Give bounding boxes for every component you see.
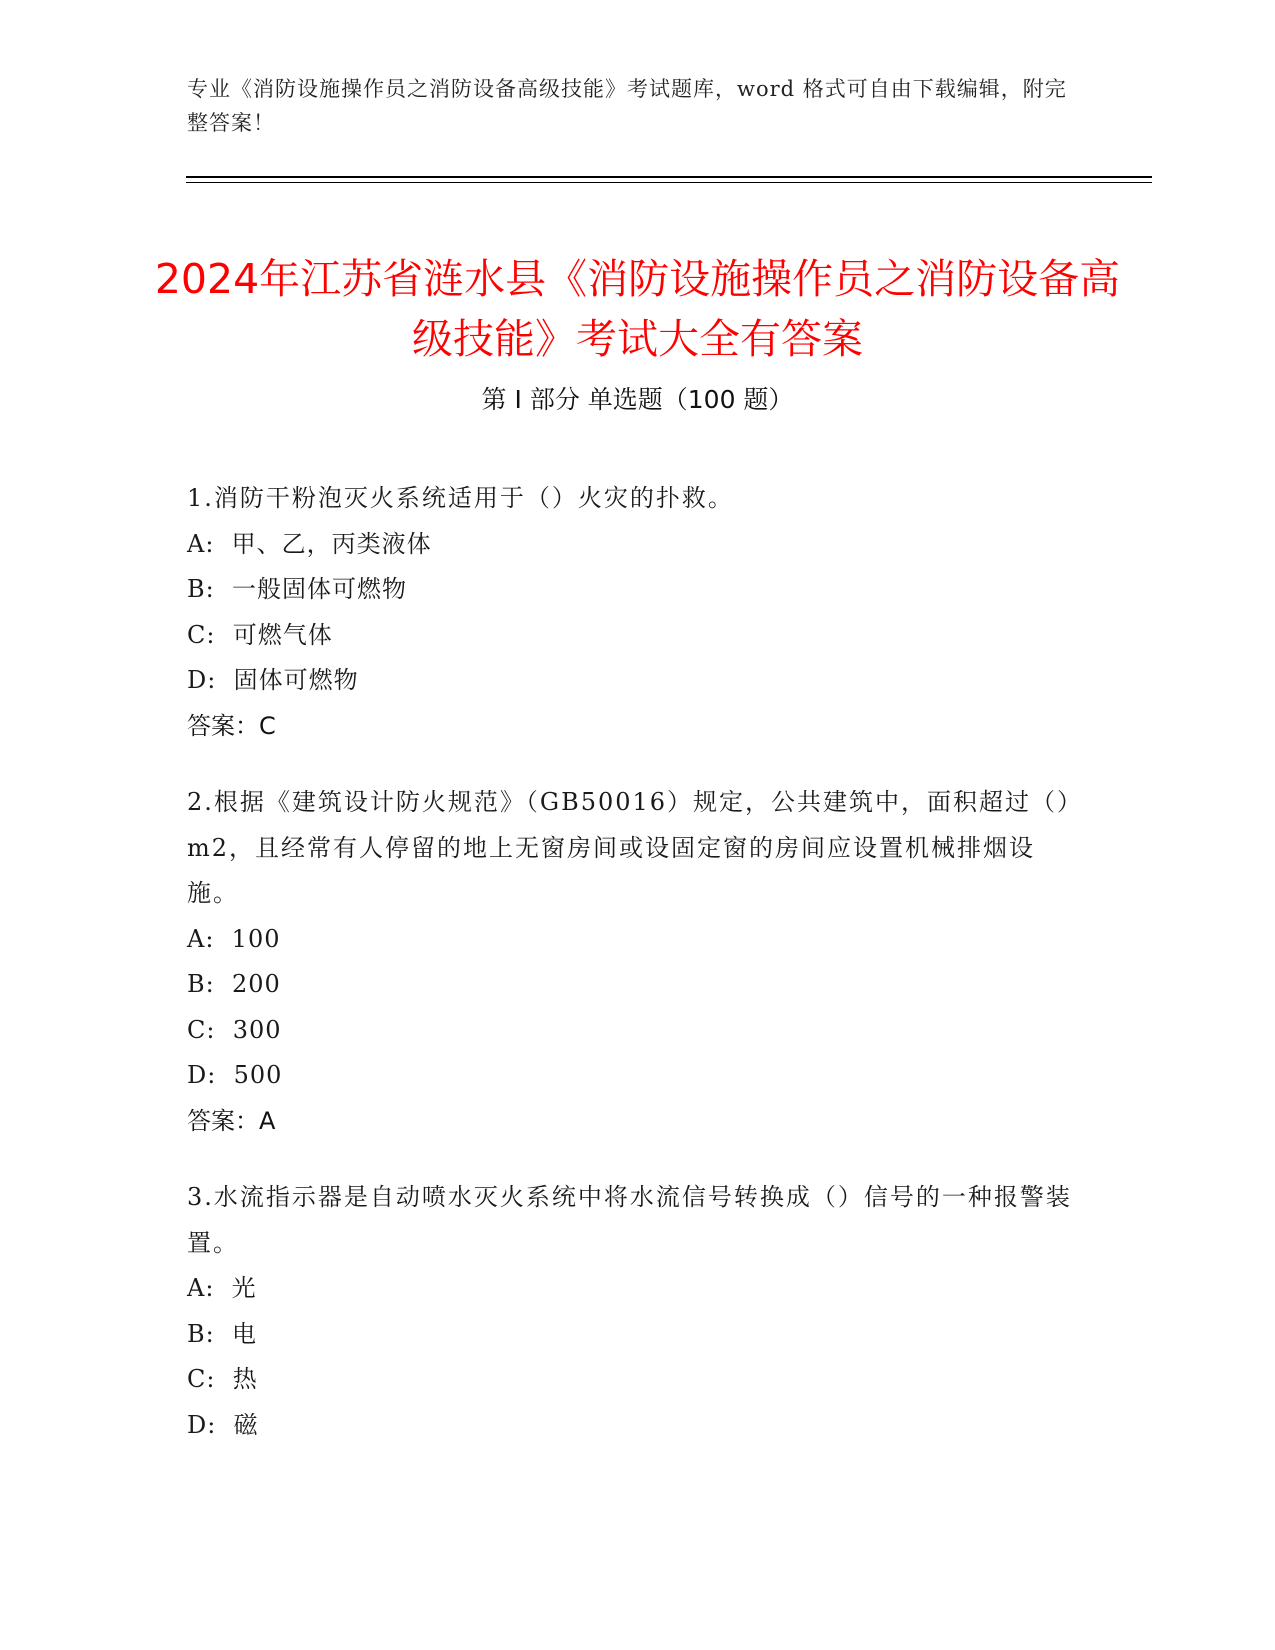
- section-heading: 第 I 部分 单选题（100 题）: [481, 385, 794, 414]
- option-d: D: 500: [187, 1061, 283, 1089]
- option-c: C: 可燃气体: [187, 620, 333, 649]
- option-b: B: 电: [187, 1319, 257, 1348]
- question-stem: 1.消防干粉泡灭火系统适用于（）火灾的扑救。: [187, 484, 734, 512]
- option-d: D: 磁: [187, 1410, 259, 1439]
- question-2: [187, 780, 1077, 1144]
- option-b: B: 200: [187, 970, 281, 998]
- question-stem: 3.水流指示器是自动喷水灭火系统中将水流信号转换成（）信号的一种报警装置。: [187, 1183, 1072, 1257]
- option-c: C: 热: [187, 1365, 258, 1393]
- header-note: 专业《消防设施操作员之消防设备高级技能》考试题库，word 格式可自由下载编辑，附完整答案！: [187, 77, 1067, 135]
- question-list: [187, 476, 1077, 1479]
- header-rule-thick: [186, 176, 1152, 178]
- question-stem: 2.根据《建筑设计防火规范》（GB50016）规定，公共建筑中，面积超过（）m2，且经常有人停留的地上无窗房间或设固定窗的房间应设置机械排烟设施。: [187, 788, 1072, 907]
- question-1: [187, 476, 1077, 749]
- answer: 答案：A: [187, 1106, 276, 1135]
- header-rule-thin: [186, 182, 1152, 183]
- option-b: B: 一般固体可燃物: [187, 575, 407, 603]
- question-3: [187, 1175, 1077, 1448]
- option-a: A: 甲、乙，丙类液体: [187, 529, 432, 558]
- document-title: 2024年江苏省涟水县《消防设施操作员之消防设备高级技能》考试大全有答案: [154, 255, 1121, 364]
- option-a: A: 100: [187, 924, 281, 953]
- option-c: C: 300: [187, 1015, 282, 1044]
- answer: 答案：C: [187, 711, 276, 740]
- option-d: D: 固体可燃物: [187, 666, 359, 694]
- option-a: A: 光: [187, 1274, 257, 1302]
